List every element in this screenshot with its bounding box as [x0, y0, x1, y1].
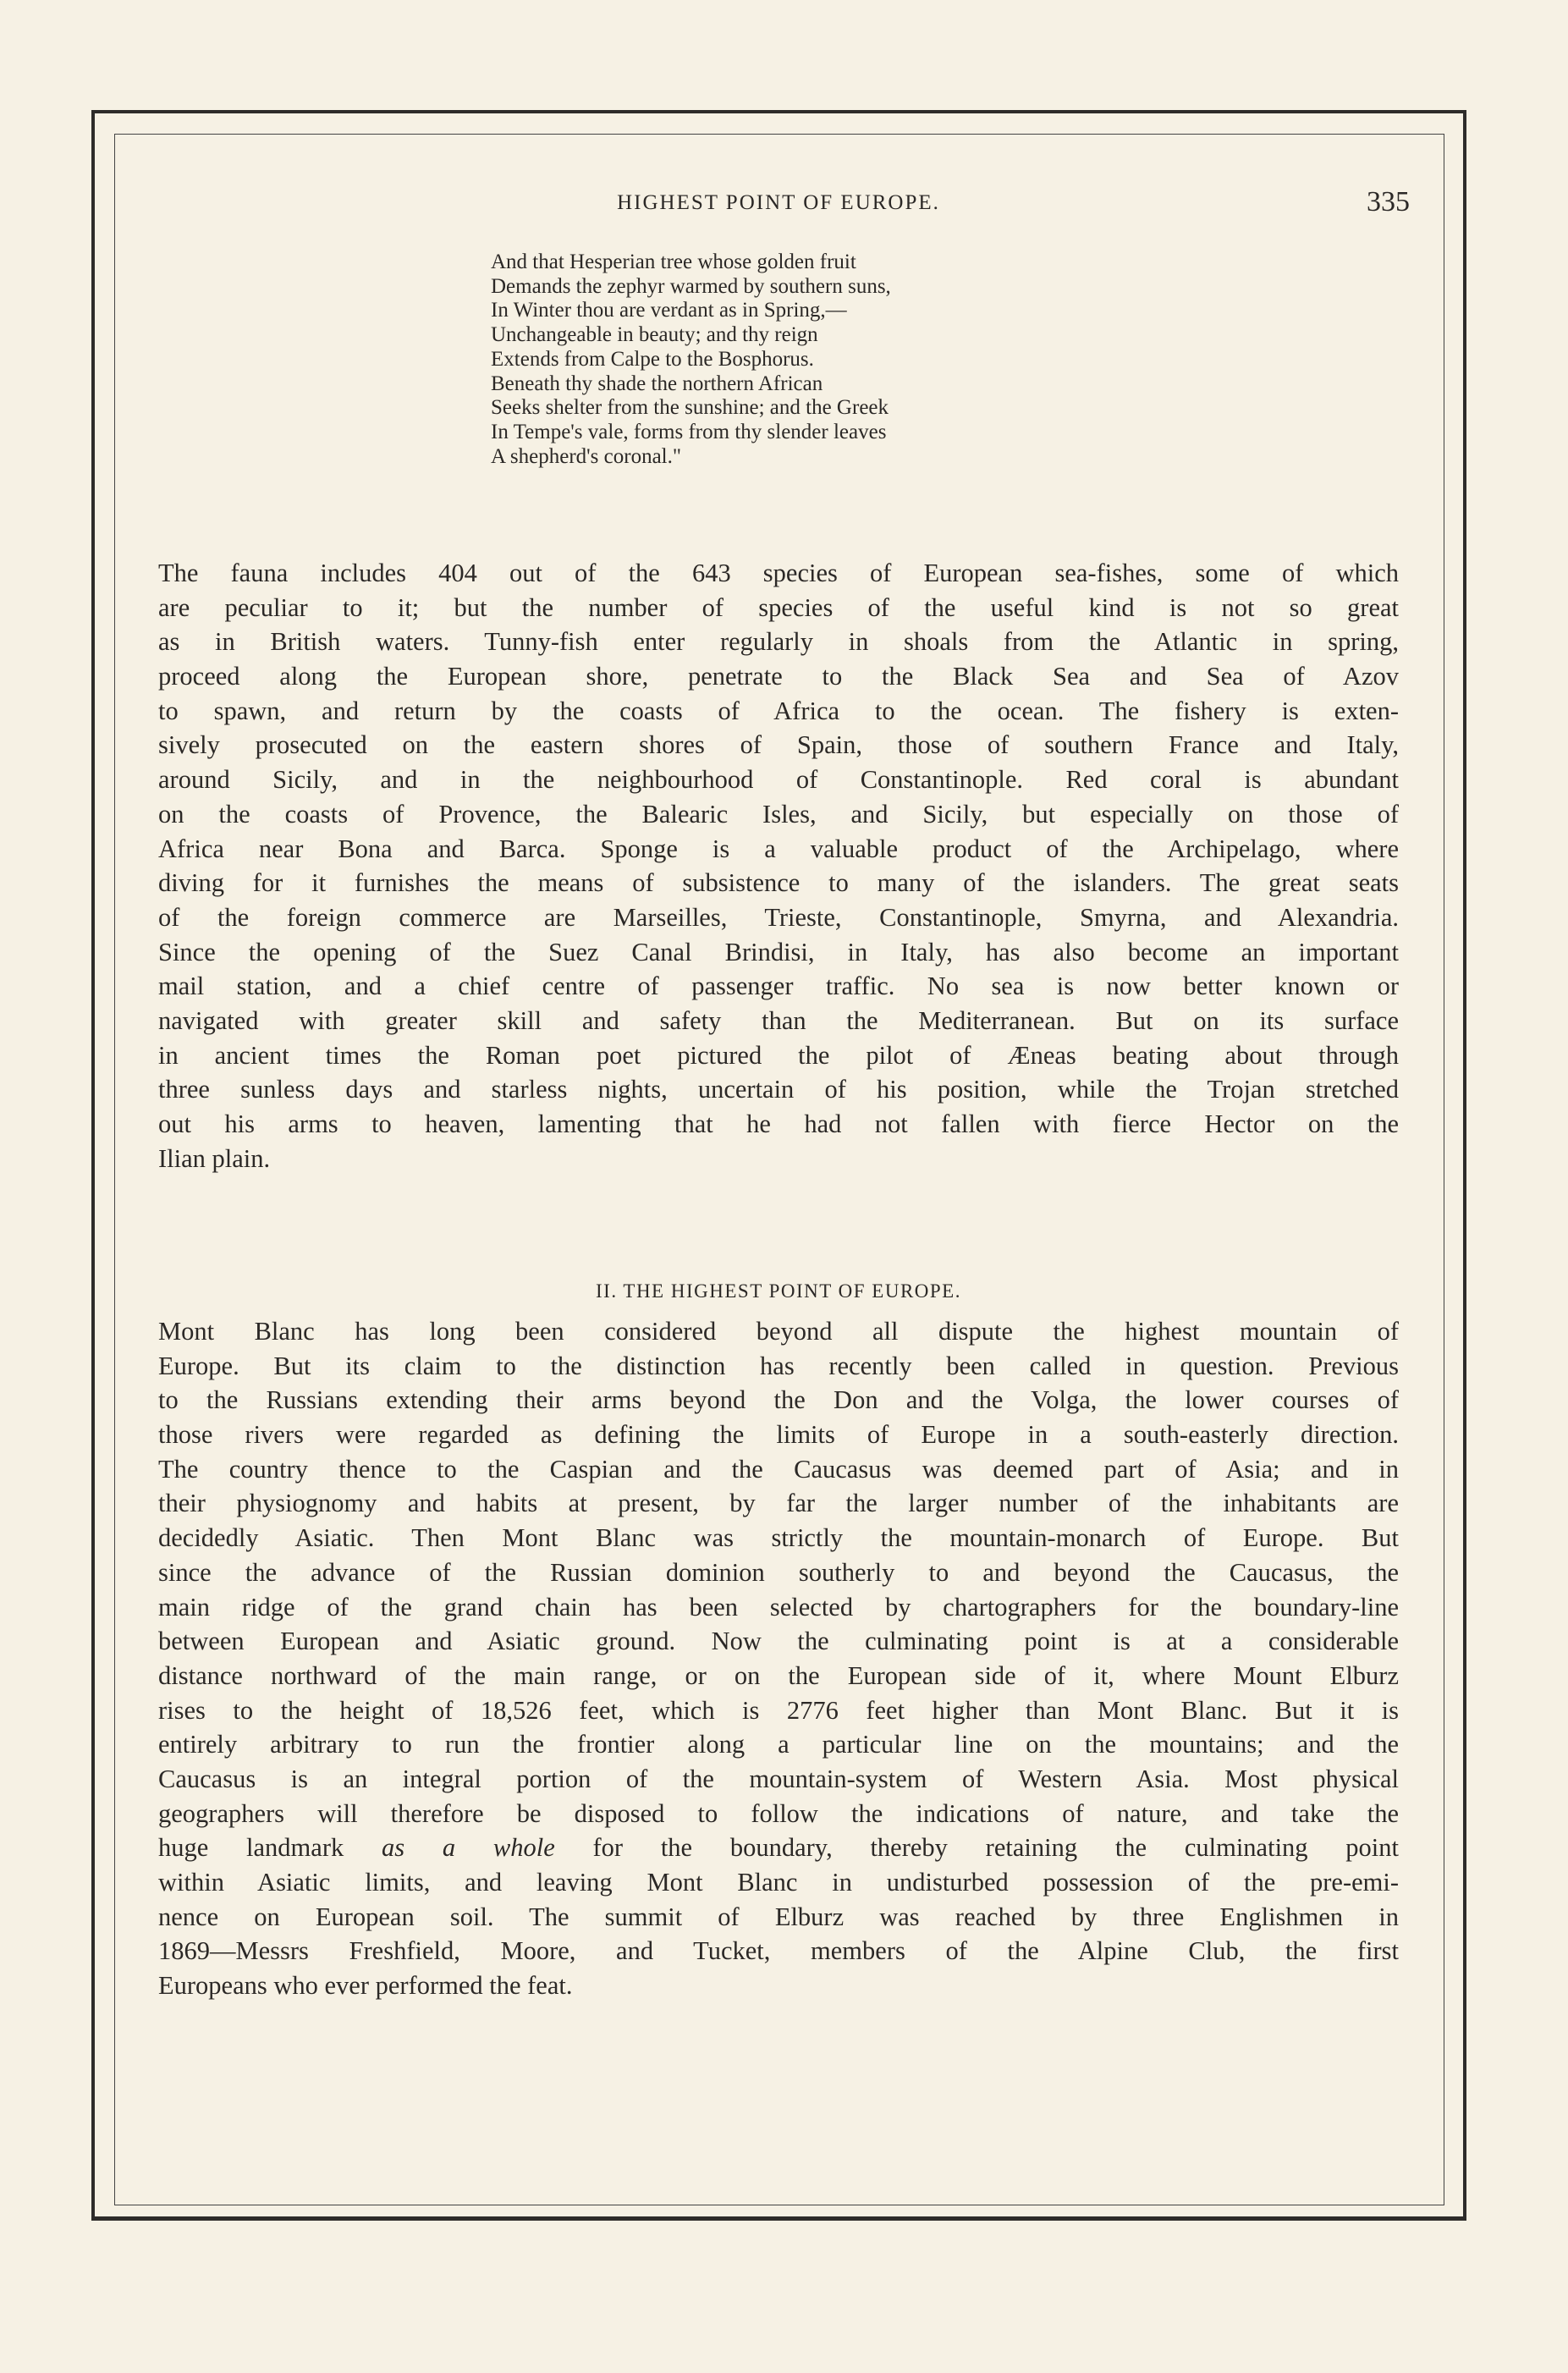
poem-line: Extends from Calpe to the Bosphorus. — [491, 347, 814, 371]
paragraph-highest-point — [158, 1314, 1399, 2003]
text-line: three sunless days and starless nights, uncertain of his position, while the Trojan stretched — [158, 1075, 1399, 1104]
text-line: nence on European soil. The summit of Elburz was reached by three Englishmen in — [158, 1902, 1399, 1931]
text-line: 1869—Messrs Freshfield, Moore, and Tucket, members of the Alpine Club, the first — [158, 1936, 1399, 1966]
text-line: Caucasus is an integral portion of the mountain-system of Western Asia. Most physical — [158, 1764, 1399, 1793]
text-line: Europe. But its claim to the distinction has recently been called in question. Previous — [158, 1351, 1399, 1380]
text-line: Europeans who ever performed the feat. — [158, 1971, 573, 2001]
text-line: to spawn, and return by the coasts of Africa to the ocean. The fishery is exten- — [158, 696, 1399, 725]
section-heading: II. THE HIGHEST POINT OF EUROPE. — [596, 1280, 961, 1302]
text-line: decidedly Asiatic. Then Mont Blanc was strictly the mountain-monarch of Europe. But — [158, 1523, 1399, 1553]
text-line: on the coasts of Provence, the Balearic Isles, and Sicily, but especially on those of — [158, 799, 1399, 829]
text-line-with-italic — [158, 1831, 1399, 1865]
text-line: to the Russians extending their arms beyond the Don and the Volga, the lower courses of — [158, 1385, 1399, 1415]
text-line: entirely arbitrary to run the frontier along a particular line on the mountains; and the — [158, 1730, 1399, 1759]
text-line: main ridge of the grand chain has been selected by chartographers for the boundary-line — [158, 1592, 1399, 1621]
page-number: 335 — [1367, 186, 1410, 217]
poem-line: Beneath thy shade the northern African — [491, 372, 823, 395]
text-line: navigated with greater skill and safety than the Mediterranean. But on its surface — [158, 1005, 1399, 1035]
text-line: in ancient times the Roman poet pictured the pilot of Æneas beating about through — [158, 1040, 1399, 1070]
text-line: Africa near Bona and Barca. Sponge is a valuable product of the Archipelago, where — [158, 834, 1399, 863]
poem-line: A shepherd's coronal." — [491, 444, 682, 468]
poem-line: Seeks shelter from the sunshine; and the Greek — [491, 396, 889, 420]
text-line: Ilian plain. — [158, 1143, 271, 1173]
text-line: geographers will therefore be disposed to follow the indications of nature, and take the — [158, 1798, 1399, 1828]
running-title: HIGHEST POINT OF EUROPE. — [617, 191, 940, 214]
text-segment: huge landmark — [158, 1833, 382, 1863]
text-line: those rivers were regarded as defining the limits of Europe in a south-easterly direction. — [158, 1420, 1399, 1450]
text-line: rises to the height of 18,526 feet, which is 2776 feet higher than Mont Blanc. But it is — [158, 1695, 1399, 1725]
poem-line: Unchangeable in beauty; and thy reign — [491, 323, 818, 347]
text-segment: for the boundary, thereby retaining the culminating point — [554, 1833, 1399, 1863]
poem-line: Demands the zephyr warmed by southern suns, — [491, 274, 891, 298]
text-line: are peculiar to it; but the number of species of the useful kind is not so great — [158, 592, 1399, 622]
text-line: The country thence to the Caspian and the Caucasus was deemed part of Asia; and in — [158, 1454, 1399, 1484]
poem-line: In Tempe's vale, forms from thy slender leaves — [491, 420, 887, 443]
running-header — [135, 184, 1422, 222]
text-line: out his arms to heaven, lamenting that he had not fallen with fierce Hector on the — [158, 1109, 1399, 1138]
text-line: around Sicily, and in the neighbourhood of Constantinople. Red coral is abundant — [158, 765, 1399, 795]
poem-quotation — [491, 251, 1100, 469]
poem-line: In Winter thou are verdant as in Spring,— — [491, 299, 847, 322]
text-line: sively prosecuted on the eastern shores of Spain, those of southern France and Italy, — [158, 730, 1399, 760]
text-line: since the advance of the Russian dominion southerly to and beyond the Caucasus, the — [158, 1557, 1399, 1587]
text-line: diving for it furnishes the means of subsistence to many of the islanders. The great seats — [158, 868, 1399, 898]
paragraph-fauna — [158, 556, 1399, 1175]
text-line: within Asiatic limits, and leaving Mont Blanc in undisturbed possession of the pre-emi- — [158, 1868, 1399, 1897]
text-line: distance northward of the main range, or on the European side of it, where Mount Elburz — [158, 1660, 1399, 1690]
text-line: Mont Blanc has long been considered beyond all dispute the highest mountain of — [158, 1317, 1399, 1346]
poem-line: And that Hesperian tree whose golden fruit — [491, 251, 856, 273]
text-line: between European and Asiatic ground. Now the culminating point is at a considerable — [158, 1627, 1399, 1656]
text-line: mail station, and a chief centre of passenger traffic. No sea is now better known or — [158, 972, 1399, 1001]
text-line: The fauna includes 404 out of the 643 species of European sea-fishes, some of which — [158, 559, 1399, 587]
text-line: of the foreign commerce are Marseilles, Trieste, Constantinople, Smyrna, and Alexandria. — [158, 902, 1399, 932]
italic-phrase: as a whole — [382, 1833, 555, 1863]
text-line: as in British waters. Tunny-fish enter regularly in shoals from the Atlantic in spring, — [158, 627, 1399, 657]
text-line: their physiognomy and habits at present, by far the larger number of the inhabitants are — [158, 1489, 1399, 1518]
text-line: proceed along the European shore, penetrate to the Black Sea and Sea of Azov — [158, 662, 1399, 691]
text-line: Since the opening of the Suez Canal Brindisi, in Italy, has also become an important — [158, 937, 1399, 966]
